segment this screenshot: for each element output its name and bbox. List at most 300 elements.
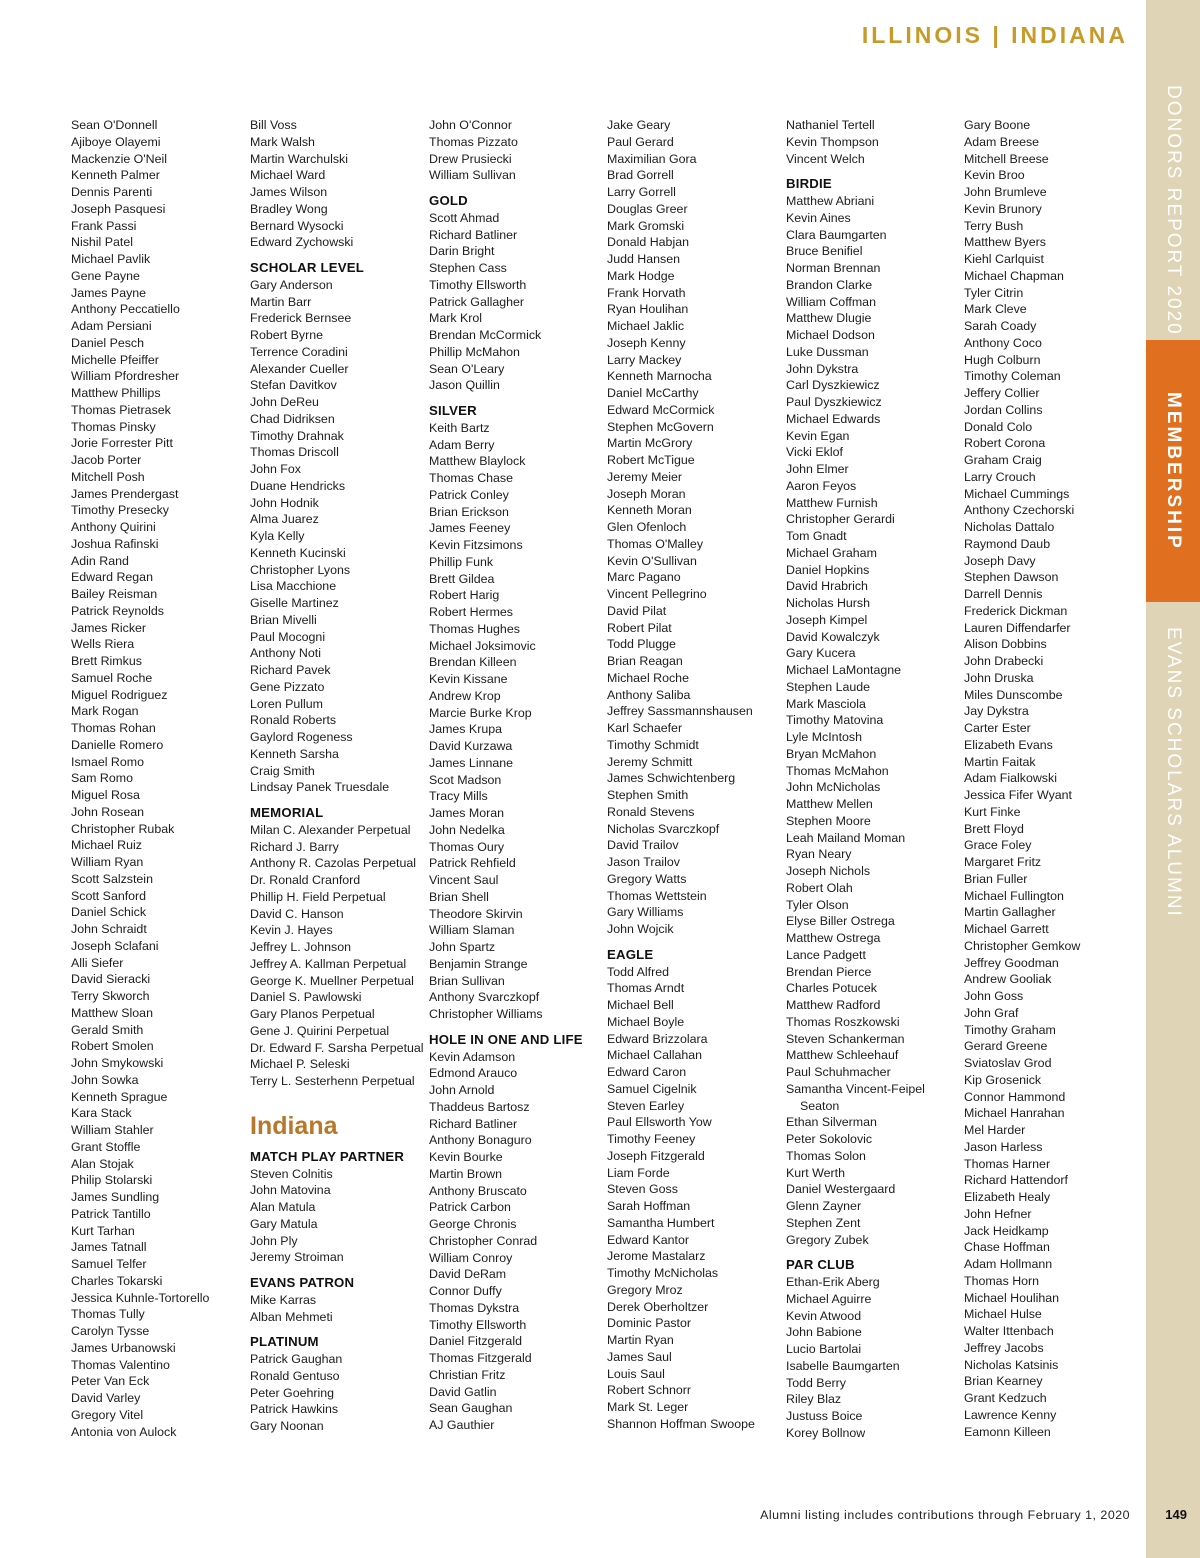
- donor-name: Kenneth Sprague: [71, 1089, 168, 1104]
- donor-name: Jeremy Stroiman: [250, 1250, 344, 1265]
- donor-name: Patrick Gaughan: [250, 1352, 343, 1366]
- donor-name: Thomas Wettstein: [607, 888, 707, 903]
- donor-name: Clara Baumgarten: [786, 227, 887, 242]
- donor-name: Gene Pizzato: [250, 679, 325, 694]
- donor-name: David Hrabrich: [786, 579, 868, 594]
- donor-name: David Sieracki: [71, 972, 151, 987]
- donor-name: Timothy Presecky: [71, 503, 169, 518]
- donor-name: Peter Van Eck: [71, 1374, 150, 1389]
- donor-name: Kevin Egan: [786, 428, 850, 443]
- donor-name: John Druska: [964, 670, 1034, 685]
- donor-name: William Sullivan: [429, 168, 516, 183]
- donor-name: Frank Horvath: [607, 285, 686, 300]
- level-heading: GOLD: [429, 193, 468, 208]
- donor-name: Bruce Benifiel: [786, 244, 863, 259]
- donor-name: Anthony Bonaguro: [429, 1133, 532, 1148]
- donor-name: Bailey Reisman: [71, 587, 158, 601]
- donor-name: John Arnold: [429, 1083, 495, 1097]
- donor-name: Jerome Mastalarz: [607, 1249, 706, 1264]
- donor-name: Connor Hammond: [964, 1089, 1066, 1104]
- donor-name: Thomas Horn: [964, 1273, 1040, 1288]
- donor-name: Matthew Phillips: [71, 386, 161, 400]
- donor-name: Brian Erickson: [429, 504, 509, 519]
- donor-name: George Chronis: [429, 1217, 517, 1231]
- donor-name: Edward Caron: [607, 1065, 687, 1079]
- donor-name: Richard Hattendorf: [964, 1173, 1068, 1188]
- donor-name: Nicholas Hursh: [786, 596, 871, 610]
- donor-name: Michael Cummings: [964, 486, 1070, 501]
- donor-name: George K. Muellner Perpetual: [250, 973, 414, 988]
- donor-name: Robert Byrne: [250, 328, 324, 342]
- donor-name: Brendan Killeen: [429, 655, 517, 670]
- donor-name: Donald Habjan: [607, 235, 689, 250]
- donor-name: Jorie Forrester Pitt: [71, 436, 173, 451]
- donor-name: Charles Tokarski: [71, 1273, 163, 1288]
- donor-name: John Hefner: [964, 1206, 1032, 1221]
- donor-name: Christopher Gerardi: [786, 512, 895, 527]
- donor-name: Matthew Mellen: [786, 797, 873, 811]
- donor-name: Charles Potucek: [786, 981, 877, 996]
- donor-name: Brett Gildea: [429, 571, 495, 586]
- donor-name: Margaret Fritz: [964, 855, 1042, 869]
- donor-name: Miles Dunscombe: [964, 687, 1063, 702]
- donor-name: Daniel Hopkins: [786, 562, 870, 577]
- donor-name: Sviatoslav Grod: [964, 1056, 1052, 1070]
- donor-name: Michael Joksimovic: [429, 638, 536, 653]
- donor-name: Lawrence Kenny: [964, 1407, 1057, 1422]
- donor-name: Jeffrey Goodman: [964, 955, 1059, 970]
- donor-name: Thomas Rohan: [71, 721, 156, 735]
- donor-name: Brandon Clarke: [786, 277, 873, 292]
- donor-name: Brett Floyd: [964, 821, 1024, 836]
- donor-name: Christopher Lyons: [250, 562, 351, 577]
- level-heading: PAR CLUB: [786, 1257, 855, 1273]
- donor-name: Glenn Zayner: [786, 1199, 862, 1213]
- donor-name: Seaton: [800, 1098, 840, 1113]
- donor-name: Samantha Vincent-Feipel: [786, 1081, 925, 1096]
- tab-evans-scholars-alumni: [1146, 602, 1200, 942]
- donor-name: Todd Alfred: [607, 964, 669, 979]
- donor-name: Michael Fullington: [964, 888, 1064, 903]
- donor-name: Philip Stolarski: [71, 1173, 153, 1188]
- donor-name: John Nedelka: [429, 822, 505, 837]
- donor-name: James Tatnall: [71, 1240, 147, 1255]
- donor-name: Carter Ester: [964, 721, 1031, 735]
- donor-name: Liam Forde: [607, 1165, 670, 1180]
- donor-name: Darin Bright: [429, 244, 495, 259]
- donor-name: Joseph Davy: [964, 553, 1036, 568]
- donor-name: Brian Sullivan: [429, 973, 505, 988]
- donor-name: Thomas Valentino: [71, 1357, 170, 1372]
- donor-name: Anthony Noti: [250, 646, 321, 661]
- donor-name: Kenneth Moran: [607, 503, 692, 518]
- donor-name: Miguel Rodriguez: [71, 687, 168, 702]
- donor-name: Jeffrey L. Johnson: [250, 940, 352, 954]
- donor-name: John Ply: [250, 1233, 298, 1248]
- donor-name: Kara Stack: [71, 1106, 132, 1121]
- donor-name: Nishil Patel: [71, 235, 133, 250]
- donor-name: Stephen Cass: [429, 261, 507, 275]
- donor-name: Eamonn Killeen: [964, 1424, 1051, 1439]
- donor-name: Sam Romo: [71, 771, 133, 786]
- donor-name: John Rosean: [71, 804, 145, 819]
- donor-name: Kip Grosenick: [964, 1072, 1042, 1087]
- donor-name: Jordan Collins: [964, 402, 1043, 417]
- donor-name: Gaylord Rogeness: [250, 730, 353, 744]
- donor-name: Dr. Ronald Cranford: [250, 873, 361, 887]
- donor-name: Samuel Roche: [71, 670, 153, 685]
- donor-name: Robert Schnorr: [607, 1383, 692, 1398]
- donor-name: Patrick Carbon: [429, 1200, 511, 1215]
- level-heading: MATCH PLAY PARTNER: [250, 1148, 405, 1164]
- donor-name: Drew Prusiecki: [429, 151, 512, 166]
- donor-name: Daniel S. Pawlowski: [250, 990, 362, 1005]
- donor-name: John Goss: [964, 989, 1024, 1003]
- donor-name: Joseph Sclafani: [71, 938, 159, 953]
- donor-name: Aaron Feyos: [786, 478, 857, 493]
- donor-name: Lucio Bartolai: [786, 1342, 862, 1356]
- donor-name: Joseph Pasquesi: [71, 201, 166, 216]
- donor-name: Lauren Diffendarfer: [964, 620, 1071, 635]
- donor-name: John DeReu: [250, 395, 319, 409]
- donor-name: Tyler Olson: [786, 897, 849, 912]
- donor-name: Edward Zychowski: [250, 235, 354, 250]
- donor-name: Derek Oberholtzer: [607, 1299, 709, 1314]
- name-column-6: [964, 117, 1136, 1440]
- donor-name: David Kurzawa: [429, 739, 513, 753]
- donor-name: John Babione: [786, 1325, 862, 1340]
- donor-name: Richard J. Barry: [250, 839, 339, 854]
- donor-name: Joseph Kimpel: [786, 612, 868, 627]
- donor-name: Timothy Drahnak: [250, 428, 344, 443]
- donor-name: Anthony Svarczkopf: [429, 990, 540, 1005]
- donor-name: Frederick Dickman: [964, 603, 1068, 618]
- level-heading: EAGLE: [607, 946, 654, 962]
- donor-name: Daniel McCarthy: [607, 386, 699, 400]
- donor-name: Larry Mackey: [607, 352, 682, 367]
- donor-name: Terry L. Sesterhenn Perpetual: [250, 1074, 415, 1088]
- donor-name: Lisa Macchione: [250, 579, 337, 594]
- donor-name: Lindsay Panek Truesdale: [250, 780, 390, 795]
- donor-name: Mike Karras: [250, 1292, 317, 1307]
- donor-name: Vincent Pellegrino: [607, 587, 707, 601]
- donor-name: Miguel Rosa: [71, 788, 140, 802]
- donor-name: Paul Gerard: [607, 134, 674, 149]
- donor-name: Michael Ward: [250, 168, 326, 183]
- donor-name: Jason Trailov: [607, 855, 681, 869]
- donor-name: Mark Krol: [429, 311, 483, 326]
- donor-name: Stephen Laude: [786, 679, 871, 694]
- donor-name: Ronald Gentuso: [250, 1368, 340, 1383]
- donor-name: Ethan-Erik Aberg: [786, 1275, 880, 1289]
- donor-name: Gary Matula: [250, 1216, 318, 1231]
- donor-name: Martin McGrory: [607, 436, 693, 451]
- donor-name: Brian Reagan: [607, 654, 683, 668]
- donor-name: Jason Harless: [964, 1139, 1043, 1154]
- donor-name: David Varley: [71, 1391, 141, 1405]
- donor-name: Steven Colnitis: [250, 1166, 333, 1181]
- donor-name: Kevin Adamson: [429, 1049, 516, 1064]
- donor-name: Carl Dyszkiewicz: [786, 378, 880, 393]
- donor-name: Thomas Hughes: [429, 621, 520, 636]
- donor-name: Grant Kedzuch: [964, 1391, 1047, 1405]
- donor-name: Brett Rimkus: [71, 654, 142, 668]
- donor-name: James Sundling: [71, 1190, 160, 1204]
- donor-name: Elizabeth Evans: [964, 737, 1053, 752]
- donor-name: Terry Bush: [964, 218, 1024, 233]
- donor-name: Matthew Ostrega: [786, 931, 881, 945]
- level-heading: HOLE IN ONE AND LIFE: [429, 1031, 583, 1047]
- donor-name: Ronald Roberts: [250, 713, 337, 728]
- donor-name: Thomas Harner: [964, 1156, 1051, 1171]
- donor-name: Timothy Feeney: [607, 1132, 696, 1146]
- name-column-4: [607, 117, 779, 1433]
- donor-name: James Feeney: [429, 521, 511, 536]
- donor-name: Paul Mocogni: [250, 629, 326, 644]
- donor-name: Grace Foley: [964, 838, 1032, 853]
- donor-name: Martin Gallagher: [964, 905, 1056, 920]
- level-heading: SILVER: [429, 403, 477, 418]
- donor-name: Anthony Coco: [964, 335, 1042, 350]
- donor-name: Milan C. Alexander Perpetual: [250, 822, 411, 837]
- donor-name: Kevin Brunory: [964, 201, 1042, 216]
- donor-name: Sean Gaughan: [429, 1401, 513, 1416]
- donor-name: Brendan McCormick: [429, 328, 542, 342]
- donor-name: Anthony Peccatiello: [71, 302, 180, 317]
- donor-name: James Urbanowski: [71, 1340, 176, 1355]
- donor-name: Kevin Broo: [964, 168, 1025, 183]
- donor-name: Edward Kantor: [607, 1232, 689, 1247]
- donor-name: Kenneth Sarsha: [250, 746, 339, 761]
- donor-name: Gary Planos Perpetual: [250, 1007, 375, 1021]
- donor-name: Elyse Biller Ostrega: [786, 914, 895, 929]
- donor-name: Christopher Rubak: [71, 821, 175, 836]
- donor-name: Martin Warchulski: [250, 151, 348, 166]
- donor-name: Patrick Reynolds: [71, 603, 164, 618]
- donor-name: Martin Barr: [250, 294, 312, 309]
- donor-name: James Moran: [429, 806, 505, 820]
- donor-name: Marc Pagano: [607, 570, 681, 585]
- donor-name: Todd Berry: [786, 1375, 846, 1390]
- donor-name: Stephen Smith: [607, 788, 689, 802]
- donor-name: Bradley Wong: [250, 201, 328, 216]
- donor-name: Kenneth Palmer: [71, 168, 160, 183]
- donor-name: Jay Dykstra: [964, 704, 1029, 719]
- donor-name: Kevin J. Hayes: [250, 923, 333, 938]
- donor-name: Scott Sanford: [71, 888, 147, 903]
- donor-name: Antonia von Aulock: [71, 1424, 177, 1439]
- donor-name: Patrick Rehfield: [429, 856, 516, 871]
- donor-name: Phillip Funk: [429, 554, 494, 569]
- donor-name: Chase Hoffman: [964, 1240, 1050, 1255]
- donor-name: Mark St. Leger: [607, 1400, 689, 1414]
- donor-name: Elizabeth Healy: [964, 1190, 1051, 1204]
- donor-name: Patrick Conley: [429, 487, 509, 502]
- donor-name: Mark Hodge: [607, 268, 675, 283]
- donor-name: Edward McCormick: [607, 402, 715, 417]
- donor-name: Brian Fuller: [964, 871, 1028, 886]
- donor-name: Stephen Moore: [786, 813, 871, 828]
- donor-name: Adam Berry: [429, 437, 495, 452]
- donor-name: Robert Olah: [786, 880, 853, 895]
- donor-name: Duane Hendricks: [250, 478, 346, 493]
- donor-name: John Smykowski: [71, 1056, 164, 1070]
- donor-name: James Schwichtenberg: [607, 771, 736, 786]
- donor-name: Thomas Arndt: [607, 981, 685, 996]
- donor-name: Jacob Porter: [71, 453, 142, 467]
- donor-name: Isabelle Baumgarten: [786, 1358, 900, 1373]
- donor-name: Hugh Colburn: [964, 352, 1041, 367]
- level-heading: BIRDIE: [786, 176, 832, 192]
- page-number: 149: [1165, 1507, 1187, 1522]
- donor-name: Phillip H. Field Perpetual: [250, 889, 386, 904]
- donor-name: Terrence Coradini: [250, 344, 348, 359]
- donor-name: Nicholas Svarczkopf: [607, 821, 720, 836]
- donor-name: James Krupa: [429, 722, 503, 737]
- donor-name: Joseph Nichols: [786, 864, 871, 878]
- donor-name: Sean O'Donnell: [71, 118, 158, 132]
- donor-name: Anthony Quirini: [71, 520, 156, 534]
- donor-name: Matthew Furnish: [786, 495, 878, 510]
- donor-name: Robert Smolen: [71, 1039, 154, 1054]
- donor-name: Edmond Arauco: [429, 1066, 518, 1081]
- donor-name: Stephen Zent: [786, 1215, 861, 1230]
- donor-name: Timothy Schmidt: [607, 737, 699, 752]
- donor-name: Michael Houlihan: [964, 1290, 1060, 1305]
- donor-name: Jessica Fifer Wyant: [964, 788, 1072, 802]
- donor-name: Ryan Houlihan: [607, 302, 689, 317]
- donor-name: Sarah Coady: [964, 319, 1037, 333]
- donor-name: John Graf: [964, 1005, 1019, 1020]
- donor-name: David C. Hanson: [250, 906, 344, 921]
- donor-name: Bernard Wysocki: [250, 218, 344, 233]
- donor-name: Raymond Daub: [964, 536, 1051, 551]
- donor-name: Jeffrey A. Kallman Perpetual: [250, 956, 407, 971]
- donor-name: John Drabecki: [964, 654, 1044, 668]
- donor-name: Benjamin Strange: [429, 956, 528, 971]
- donor-name: Shannon Hoffman Swoope: [607, 1416, 755, 1431]
- donor-name: Jeremy Schmitt: [607, 754, 693, 769]
- donor-name: Walter Ittenbach: [964, 1324, 1054, 1338]
- donor-name: Tyler Citrin: [964, 285, 1024, 300]
- donor-name: Vicki Eklof: [786, 445, 843, 460]
- sidebar-tabs: [1146, 0, 1200, 1558]
- donor-name: Thomas Solon: [786, 1148, 866, 1163]
- donor-name: Giselle Martinez: [250, 596, 339, 610]
- donor-name: Thomas Chase: [429, 471, 514, 485]
- donor-name: Michael Ruiz: [71, 838, 142, 853]
- donor-name: Sarah Hoffman: [607, 1199, 691, 1213]
- donor-name: Riley Blaz: [786, 1392, 842, 1407]
- donor-name: Loren Pullum: [250, 696, 324, 711]
- donor-name: Larry Gorrell: [607, 185, 676, 199]
- donor-name: Gary Kucera: [786, 646, 856, 661]
- donor-name: Ronald Stevens: [607, 804, 695, 819]
- donor-name: Theodore Skirvin: [429, 906, 523, 921]
- tab-membership-label: MEMBERSHIP: [1163, 391, 1184, 551]
- donor-name: Connor Duffy: [429, 1284, 502, 1298]
- name-column-5: [786, 117, 958, 1442]
- donor-name: James Ricker: [71, 620, 147, 635]
- donor-name: Joshua Rafinski: [71, 536, 159, 551]
- donor-name: Phillip McMahon: [429, 344, 520, 359]
- donor-name: Anthony Saliba: [607, 687, 691, 702]
- donor-name: Wells Riera: [71, 637, 135, 652]
- donor-name: Kurt Finke: [964, 804, 1021, 819]
- donor-name: Gregory Mroz: [607, 1282, 683, 1297]
- donor-name: Brian Mivelli: [250, 612, 317, 627]
- donor-name: Alma Juarez: [250, 512, 319, 527]
- donor-name: Adam Persiani: [71, 319, 152, 333]
- donor-name: Stephen McGovern: [607, 419, 714, 434]
- donor-name: John Hodnik: [250, 495, 319, 510]
- donor-name: Timothy Matovina: [786, 713, 884, 728]
- donor-name: Martin Faitak: [964, 754, 1036, 769]
- donor-name: Thomas Pinsky: [71, 419, 156, 434]
- donor-name: Gregory Watts: [607, 871, 687, 886]
- tab-donors-report: [1146, 80, 1200, 340]
- donor-name: Jeffrey Sassmannshausen: [607, 704, 753, 719]
- donor-name: Adam Fialkowski: [964, 771, 1057, 786]
- donor-name: Thomas McMahon: [786, 763, 889, 778]
- donor-name: Darrell Dennis: [964, 587, 1043, 601]
- donor-name: Thomas Fitzgerald: [429, 1351, 532, 1365]
- donor-name: Alison Dobbins: [964, 637, 1047, 652]
- donor-name: Robert McTigue: [607, 453, 695, 467]
- donor-name: Alban Mehmeti: [250, 1309, 333, 1324]
- donor-name: Scott Ahmad: [429, 210, 500, 225]
- donor-name: John Schraidt: [71, 922, 147, 936]
- donor-name: Ismael Romo: [71, 754, 144, 769]
- donor-name: Edward Brizzolara: [607, 1031, 708, 1046]
- donor-name: Timothy Ellsworth: [429, 277, 527, 292]
- donor-name: Thomas Roszkowski: [786, 1014, 900, 1029]
- donor-name: Timothy Graham: [964, 1022, 1056, 1037]
- donor-name: Patrick Hawkins: [250, 1402, 339, 1417]
- donor-name: Samuel Cigelnik: [607, 1081, 697, 1096]
- donor-name: Graham Craig: [964, 453, 1042, 467]
- donor-name: Anthony Czechorski: [964, 503, 1075, 518]
- donor-name: Alli Siefer: [71, 955, 124, 970]
- donor-name: Keith Bartz: [429, 420, 490, 435]
- tab-membership: [1146, 340, 1200, 602]
- donor-name: Luke Dussman: [786, 344, 869, 359]
- donor-name: Timothy Ellsworth: [429, 1317, 527, 1332]
- donor-name: Vincent Saul: [429, 873, 499, 887]
- donor-name: Michael P. Seleski: [250, 1057, 350, 1072]
- donor-name: Thomas Pizzato: [429, 134, 518, 149]
- donor-name: Jessica Kuhnle-Tortorello: [71, 1290, 210, 1305]
- donor-name: Robert Harig: [429, 588, 500, 603]
- donor-name: John Sowka: [71, 1072, 139, 1087]
- donor-name: Michael Boyle: [607, 1014, 685, 1029]
- donor-name: Alan Stojak: [71, 1156, 134, 1171]
- donor-name: Brad Gorrell: [607, 168, 674, 183]
- donor-name: Paul Schuhmacher: [786, 1065, 891, 1079]
- donor-name: Christopher Gemkow: [964, 938, 1081, 953]
- donor-name: Peter Sokolovic: [786, 1132, 873, 1146]
- donor-name: William Stahler: [71, 1123, 154, 1137]
- donor-name: William Ryan: [71, 855, 144, 869]
- donor-name: Kevin Aines: [786, 210, 851, 225]
- donor-name: Richard Batliner: [429, 227, 518, 242]
- donor-name: Anthony R. Cazolas Perpetual: [250, 856, 416, 871]
- donor-name: Matthew Schleehauf: [786, 1048, 899, 1063]
- donor-name: John Wojcik: [607, 922, 674, 936]
- donor-name: Mark Cleve: [964, 302, 1027, 317]
- tab-evans-scholars-alumni-label: EVANS SCHOLARS ALUMNI: [1163, 626, 1184, 918]
- donor-name: Christopher Williams: [429, 1007, 543, 1021]
